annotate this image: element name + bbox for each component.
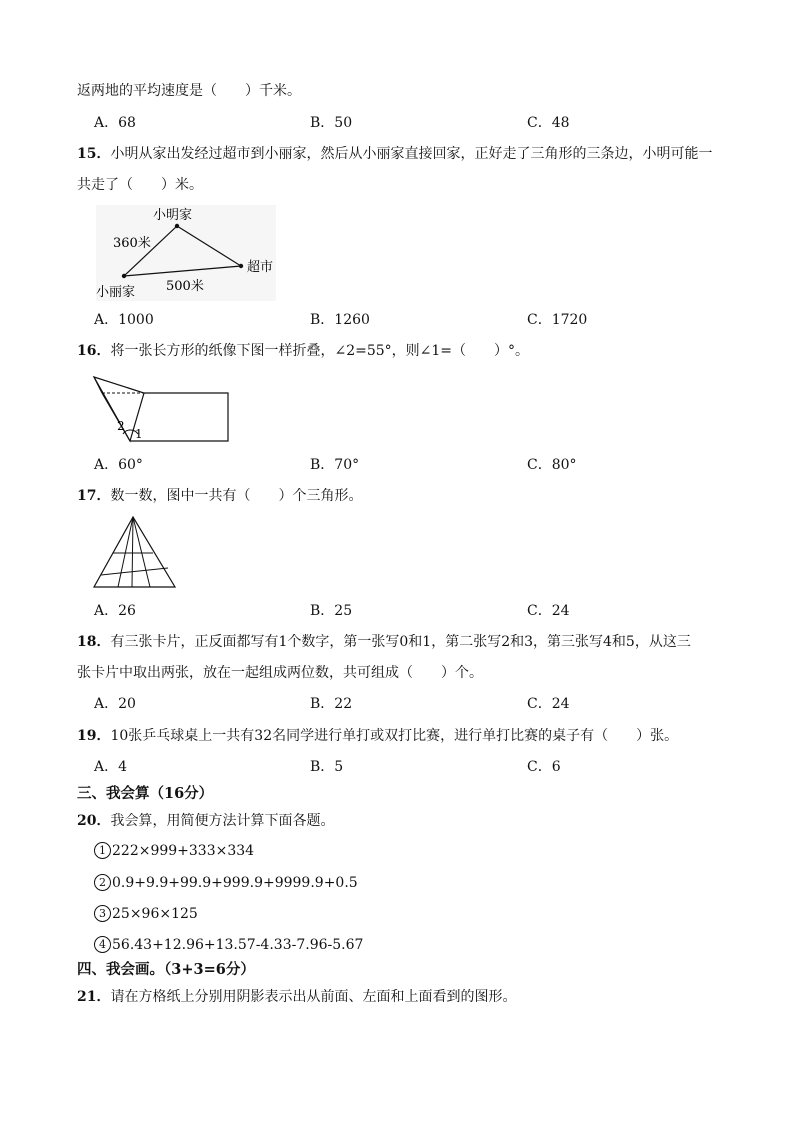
q17-triangle-figure xyxy=(92,514,178,590)
q14-text: 返两地的平均速度是（ ）千米。 xyxy=(77,83,301,99)
q16-number: 16． xyxy=(77,343,111,359)
q18-option-b[interactable]: B．22 xyxy=(310,696,353,712)
section-4-title: 四、我会画。（3+3=6分） xyxy=(77,961,255,978)
q19-option-a[interactable]: A．4 xyxy=(94,759,128,775)
q18-option-c[interactable]: C．24 xyxy=(527,696,570,712)
home-point xyxy=(175,224,179,228)
q19-number: 19． xyxy=(77,728,111,744)
q20-item-2 xyxy=(94,873,358,893)
q16-option-c[interactable]: C．80° xyxy=(527,457,577,473)
rectangle-remainder xyxy=(130,393,228,441)
q15-triangle-figure xyxy=(96,205,276,301)
q20-stem: 我会算，用简便方法计算下面各题。 xyxy=(110,813,335,829)
q16-text xyxy=(77,341,529,361)
label-side-500: 500米 xyxy=(166,279,204,294)
q15-text-line1 xyxy=(77,144,712,164)
label-side-360: 360米 xyxy=(113,236,151,251)
q19-text xyxy=(77,726,678,746)
q15-number: 15． xyxy=(77,146,111,162)
inner-line-3 xyxy=(133,517,150,587)
q20-number: 20． xyxy=(77,813,111,829)
circled-number-3: 3 xyxy=(94,905,111,922)
q16-stem: 将一张长方形的纸像下图一样折叠，∠2=55°，则∠1=（ ）°。 xyxy=(110,343,530,359)
q15-option-b[interactable]: B．1260 xyxy=(310,312,370,328)
q19-option-b[interactable]: B．5 xyxy=(310,759,344,775)
q17-option-c[interactable]: C．24 xyxy=(527,603,570,619)
q20-item-3 xyxy=(94,904,198,924)
q16-folded-paper-figure xyxy=(88,372,233,444)
section-3-title: 三、我会算（16分） xyxy=(77,785,214,802)
q21-text xyxy=(77,987,516,1007)
q17-number: 17． xyxy=(77,488,111,504)
q17-text xyxy=(77,486,362,506)
q19-stem: 10张乒乓球桌上一共有32名同学进行单打或双打比赛，进行单打比赛的桌子有（ ）张。 xyxy=(110,728,679,744)
q15-text-line2: 共走了（ ）米。 xyxy=(77,177,203,193)
q20-expression-2: 0.9+9.9+99.9+999.9+9999.9+0.5 xyxy=(112,875,358,891)
label-friend: 小丽家 xyxy=(96,285,136,300)
q15-option-a[interactable]: A．1000 xyxy=(94,312,154,328)
label-home: 小明家 xyxy=(153,208,193,223)
market-point xyxy=(239,264,243,268)
inner-line-1 xyxy=(118,517,133,587)
circled-number-4: 4 xyxy=(94,936,111,953)
q21-stem: 请在方格纸上分别用阴影表示出从前面、左面和上面看到的图形。 xyxy=(110,989,517,1005)
q18-text-line1 xyxy=(77,632,691,652)
q20-item-4 xyxy=(94,935,363,955)
q18-text-line2: 张卡片中取出两张，放在一起组成两位数，共可组成（ ）个。 xyxy=(77,665,483,681)
label-market: 超市 xyxy=(247,260,274,275)
q17-option-a[interactable]: A．26 xyxy=(94,603,136,619)
q14-option-b[interactable]: B．50 xyxy=(310,115,353,131)
q17-option-b[interactable]: B．25 xyxy=(310,603,353,619)
friend-point xyxy=(122,274,126,278)
circled-number-1: 1 xyxy=(94,842,111,859)
inner-line-2 xyxy=(132,517,133,587)
q15-stem: 小明从家出发经过超市到小丽家，然后从小丽家直接回家，正好走了三角形的三条边，小明可能一 xyxy=(110,146,713,162)
q16-option-b[interactable]: B．70° xyxy=(310,457,360,473)
q14-option-a[interactable]: A．68 xyxy=(94,115,136,131)
q18-option-a[interactable]: A．20 xyxy=(94,696,136,712)
q20-expression-1: 222×999+333×334 xyxy=(112,843,255,859)
q17-stem: 数一数，图中一共有（ ）个三角形。 xyxy=(110,488,363,504)
q18-stem: 有三张卡片，正反面都写有1个数字，第一张写0和1，第二张写2和3，第三张写4和5，从这三 xyxy=(110,634,691,650)
outer-triangle xyxy=(94,517,175,587)
q18-number: 18． xyxy=(77,634,111,650)
angle-1-label: 1 xyxy=(135,427,143,441)
flap-crease xyxy=(102,393,130,441)
q21-number: 21． xyxy=(77,989,111,1005)
q16-option-a[interactable]: A．60° xyxy=(94,457,143,473)
angle-2-label: 2 xyxy=(117,419,125,433)
q20-text xyxy=(77,811,334,831)
q19-option-c[interactable]: C．6 xyxy=(527,759,561,775)
q20-item-1 xyxy=(94,841,254,861)
q20-expression-3: 25×96×125 xyxy=(112,906,198,922)
q14-option-c[interactable]: C．48 xyxy=(527,115,570,131)
circled-number-2: 2 xyxy=(94,874,111,891)
cross-line-2 xyxy=(101,568,168,575)
q20-expression-4: 56.43+12.96+13.57-4.33-7.96-5.67 xyxy=(112,937,364,953)
q15-option-c[interactable]: C．1720 xyxy=(527,312,588,328)
